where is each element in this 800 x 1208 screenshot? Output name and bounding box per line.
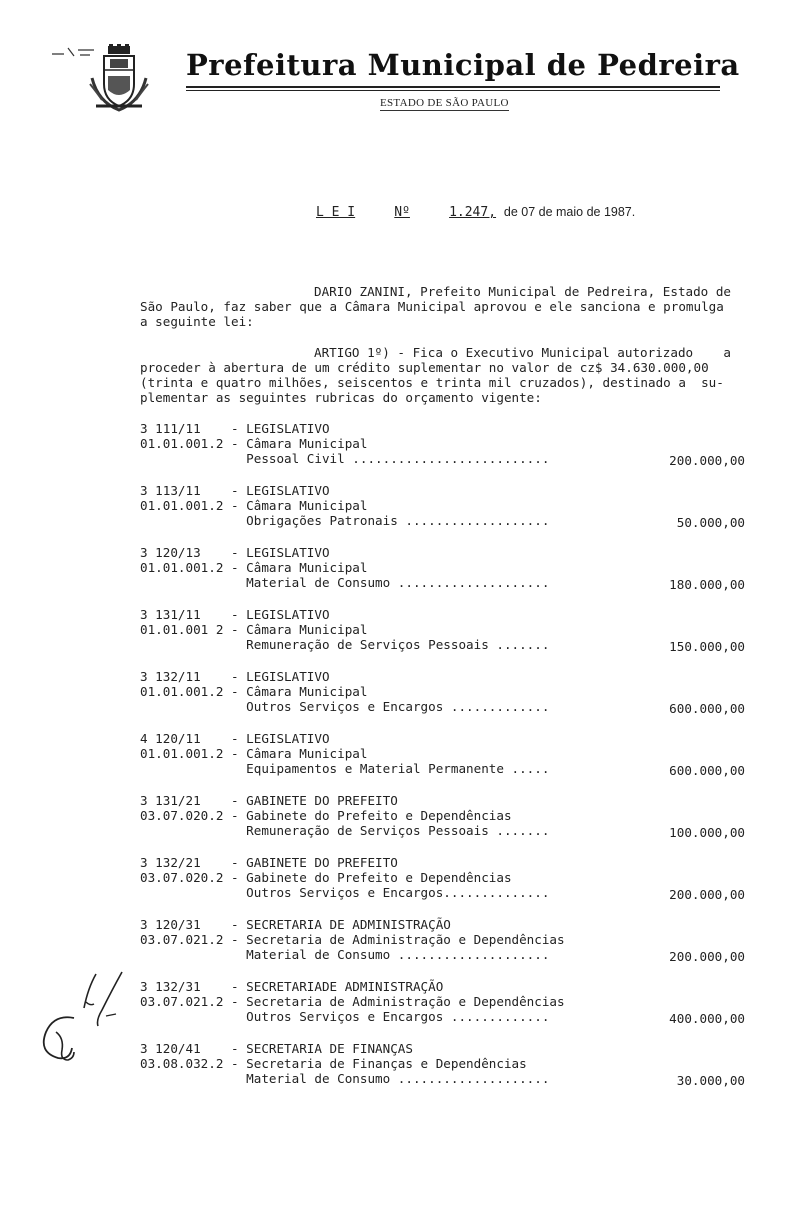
- entry-unit: 01.01.001.2 - Câmara Municipal: [140, 436, 368, 451]
- entry-code: 3 131/11 - LEGISLATIVO: [140, 607, 330, 622]
- entry-item: Obrigações Patronais ...................: [140, 513, 550, 528]
- entry-amount: 100.000,00: [669, 825, 745, 840]
- handwritten-initials-icon: [24, 968, 134, 1078]
- entry-unit: 01.01.001.2 - Câmara Municipal: [140, 560, 368, 575]
- entry-code: 3 120/13 - LEGISLATIVO: [140, 545, 330, 560]
- article-line: ARTIGO 1º) - Fica o Executivo Municipal autorizado a: [314, 345, 732, 360]
- budget-entry: [140, 669, 745, 731]
- preamble-line: São Paulo, faz saber que a Câmara Municipal aprovou e ele sanciona e promulga: [140, 299, 724, 314]
- entry-unit: 01.01.001.2 - Câmara Municipal: [140, 498, 368, 513]
- preamble-line: DARIO ZANINI, Prefeito Municipal de Pedreira, Estado de: [314, 284, 732, 299]
- entry-code: 3 113/11 - LEGISLATIVO: [140, 483, 330, 498]
- entry-amount: 400.000,00: [669, 1011, 745, 1026]
- article-line: plementar as seguintes rubricas do orçamento vigente:: [140, 390, 542, 405]
- municipal-crest-icon: [88, 44, 150, 112]
- law-heading: [316, 205, 635, 220]
- budget-entry: [140, 421, 745, 483]
- entry-code: 3 132/31 - SECRETARIADE ADMINISTRAÇÃO: [140, 979, 444, 994]
- article-line: proceder à abertura de um crédito suplementar no valor de cz$ 34.630.000,00: [140, 360, 709, 375]
- entry-unit: 01.01.001.2 - Câmara Municipal: [140, 684, 368, 699]
- budget-entry: [140, 979, 745, 1041]
- entry-amount: 200.000,00: [669, 949, 745, 964]
- article-line: (trinta e quatro milhões, seiscentos e trinta mil cruzados), destinado a su-: [140, 375, 724, 390]
- entry-item: Outros Serviços e Encargos .............: [140, 1009, 550, 1024]
- entry-code: 3 132/11 - LEGISLATIVO: [140, 669, 330, 684]
- entry-unit: 03.07.021.2 - Secretaria de Administração e Dependências: [140, 994, 565, 1009]
- entry-code: 3 111/11 - LEGISLATIVO: [140, 421, 330, 436]
- document-subtitle: ESTADO DE SÃO PAULO: [380, 97, 509, 109]
- entry-unit: 03.07.020.2 - Gabinete do Prefeito e Dependências: [140, 870, 512, 885]
- entry-amount: 200.000,00: [669, 887, 745, 902]
- entry-item: Outros Serviços e Encargos..............: [140, 885, 550, 900]
- entry-amount: 200.000,00: [669, 453, 745, 468]
- entry-code: 3 132/21 - GABINETE DO PREFEITO: [140, 855, 398, 870]
- title-rule-thin: [186, 90, 720, 91]
- entry-amount: 600.000,00: [669, 763, 745, 778]
- entry-item: Pessoal Civil ..........................: [140, 451, 550, 466]
- budget-entry: [140, 855, 745, 917]
- law-prefix: L E I: [316, 205, 356, 220]
- budget-entry: [140, 731, 745, 793]
- entry-item: Material de Consumo ....................: [140, 575, 550, 590]
- entry-code: 3 120/31 - SECRETARIA DE ADMINISTRAÇÃO: [140, 917, 451, 932]
- entry-item: Material de Consumo ....................: [140, 947, 550, 962]
- budget-entry: [140, 607, 745, 669]
- entry-unit: 01.01.001 2 - Câmara Municipal: [140, 622, 368, 637]
- entry-item: Material de Consumo ....................: [140, 1071, 550, 1086]
- entry-amount: 180.000,00: [669, 577, 745, 592]
- budget-entry: [140, 793, 745, 855]
- law-date: de 07 de maio de 1987.: [503, 205, 636, 219]
- entry-item: Outros Serviços e Encargos .............: [140, 699, 550, 714]
- entry-unit: 01.01.001.2 - Câmara Municipal: [140, 746, 368, 761]
- entry-item: Remuneração de Serviços Pessoais .......: [140, 823, 550, 838]
- law-number: 1.247,: [449, 205, 497, 220]
- budget-entry: [140, 1041, 745, 1103]
- document-title: Prefeitura Municipal de Pedreira: [186, 48, 740, 82]
- entry-amount: 150.000,00: [669, 639, 745, 654]
- budget-entry: [140, 917, 745, 979]
- budget-entries: [140, 421, 745, 1103]
- budget-entry: [140, 545, 745, 607]
- entry-unit: 03.07.021.2 - Secretaria de Administração e Dependências: [140, 932, 565, 947]
- entry-unit: 03.07.020.2 - Gabinete do Prefeito e Dependências: [140, 808, 512, 823]
- entry-code: 3 120/41 - SECRETARIA DE FINANÇAS: [140, 1041, 413, 1056]
- entry-code: 4 120/11 - LEGISLATIVO: [140, 731, 330, 746]
- entry-code: 3 131/21 - GABINETE DO PREFEITO: [140, 793, 398, 808]
- entry-amount: 30.000,00: [676, 1073, 745, 1088]
- entry-unit: 03.08.032.2 - Secretaria de Finanças e Dependências: [140, 1056, 527, 1071]
- entry-item: Equipamentos e Material Permanente .....: [140, 761, 550, 776]
- entry-item: Remuneração de Serviços Pessoais .......: [140, 637, 550, 652]
- entry-amount: 50.000,00: [676, 515, 745, 530]
- budget-entry: [140, 483, 745, 545]
- entry-amount: 600.000,00: [669, 701, 745, 716]
- law-number-label: Nº: [394, 205, 410, 220]
- preamble-line: a seguinte lei:: [140, 314, 254, 329]
- title-rule: [186, 86, 720, 88]
